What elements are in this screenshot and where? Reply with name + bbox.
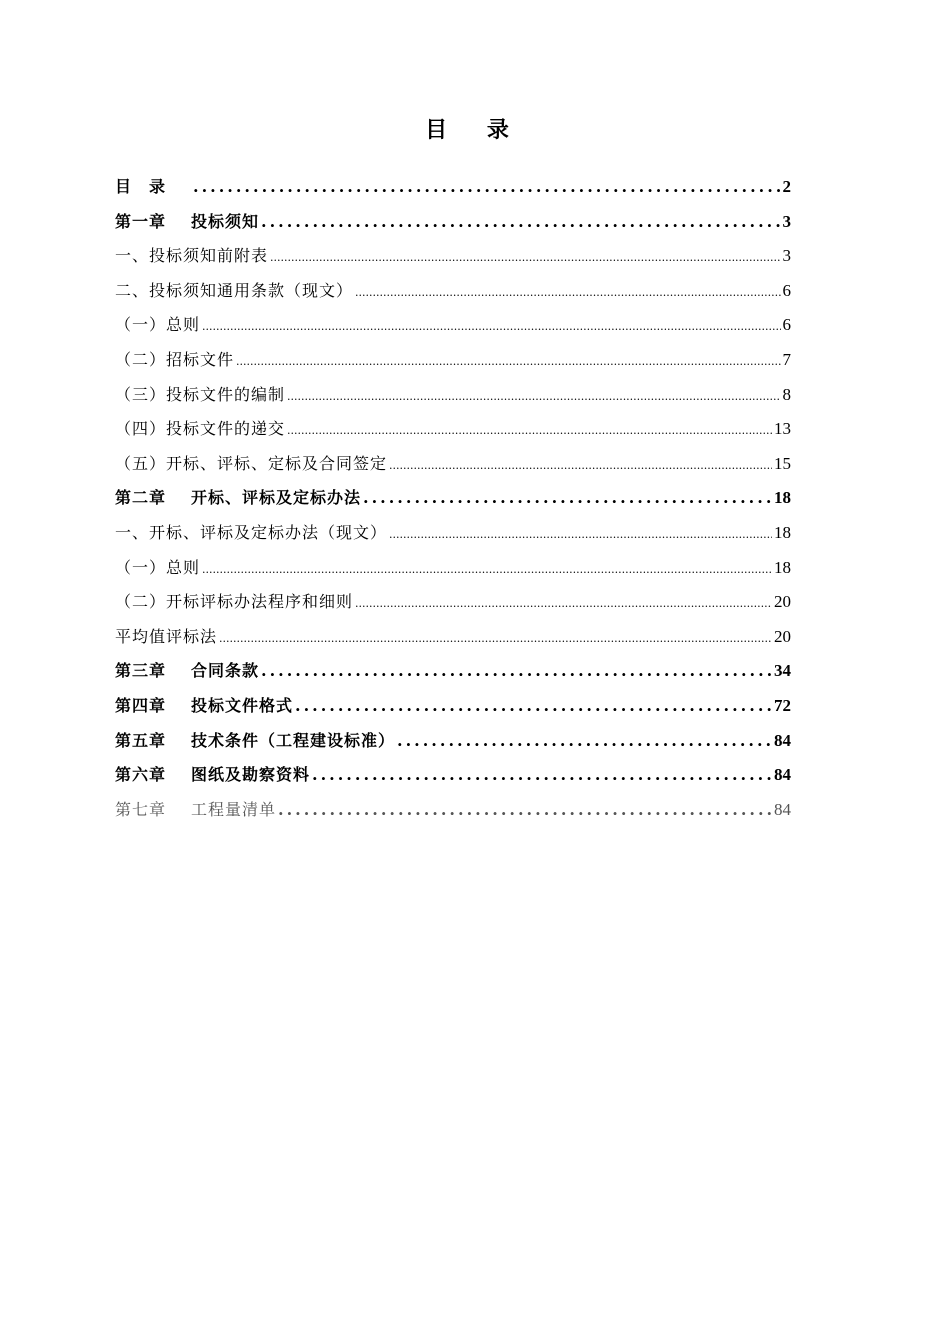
toc-entry-title — [115, 691, 293, 721]
toc-page-number: 13 — [774, 419, 791, 439]
toc-page-number: 18 — [774, 557, 791, 577]
toc-entry[interactable] — [115, 276, 791, 311]
toc-entry-label: 一、开标、评标及定标办法（现文） — [115, 522, 388, 542]
toc-dot-leader — [236, 347, 780, 377]
page-title: 目 录 — [425, 117, 525, 143]
toc-entry[interactable] — [115, 345, 791, 380]
toc-page-number: 20 — [774, 626, 791, 646]
toc-entry-label: 工程量清单 — [191, 799, 277, 819]
toc-entry[interactable] — [115, 380, 791, 415]
toc-chapter-number: 第二章 — [115, 488, 167, 508]
toc-entry[interactable] — [115, 483, 791, 518]
toc-page-number: 15 — [774, 453, 791, 473]
toc-page-number: 7 — [782, 349, 791, 369]
toc-entry-label: （四）投标文件的递交 — [115, 419, 286, 439]
toc-entry[interactable] — [115, 241, 791, 276]
toc-dot-leader — [363, 483, 772, 513]
toc-chapter-number: 目 录 — [115, 177, 167, 196]
toc-dot-leader — [389, 451, 772, 481]
toc-dot-leader — [287, 382, 780, 412]
toc-entry-label: （五）开标、评标、定标及合同签定 — [115, 453, 388, 473]
toc-entry[interactable] — [115, 691, 791, 726]
toc-entry-label: 开标、评标及定标办法 — [191, 488, 362, 508]
toc-entry[interactable] — [115, 760, 791, 795]
toc-page-number: 6 — [782, 315, 791, 335]
toc-dot-leader — [270, 243, 780, 273]
toc-dot-leader — [193, 172, 781, 202]
toc-entry-title — [115, 656, 259, 686]
toc-entry-title — [115, 760, 310, 790]
toc-dot-leader — [261, 656, 772, 686]
toc-dot-leader — [295, 691, 772, 721]
toc-entry-title — [115, 345, 234, 375]
toc-entry-label: 技术条件（工程建设标准） — [191, 730, 396, 750]
toc-dot-leader — [278, 795, 772, 825]
toc-dot-leader — [397, 726, 772, 756]
toc-entry[interactable] — [115, 207, 791, 242]
toc-dot-leader — [312, 760, 772, 790]
toc-dot-leader — [202, 312, 780, 342]
toc-page-number: 3 — [782, 246, 791, 266]
toc-entry-label: （二）开标评标办法程序和细则 — [115, 592, 354, 612]
toc-entry-title — [115, 622, 217, 652]
toc-dot-leader — [202, 555, 772, 585]
toc-page-number: 6 — [782, 280, 791, 300]
toc-entry-title — [115, 449, 387, 479]
toc-entry[interactable] — [115, 587, 791, 622]
toc-entry[interactable] — [115, 414, 791, 449]
toc-entry[interactable] — [115, 795, 791, 830]
toc-entry[interactable] — [115, 310, 791, 345]
toc-entry[interactable] — [115, 172, 791, 207]
toc-entry-title — [115, 207, 259, 237]
toc-page-number: 72 — [774, 695, 791, 715]
toc-entry-title — [115, 276, 353, 306]
toc-dot-leader — [355, 589, 772, 619]
toc-page-number: 84 — [774, 765, 791, 785]
toc-entry-label: 平均值评标法 — [115, 626, 218, 646]
toc-page-number: 18 — [774, 488, 791, 508]
toc-page-number: 84 — [774, 730, 791, 750]
toc-chapter-number: 第三章 — [115, 661, 167, 681]
table-of-contents — [115, 172, 791, 829]
toc-entry-title — [115, 587, 353, 617]
toc-entry[interactable] — [115, 553, 791, 588]
toc-dot-leader — [261, 207, 780, 237]
toc-entry-label: 投标文件格式 — [191, 695, 294, 715]
toc-page-number: 3 — [782, 211, 791, 231]
toc-entry-label: （三）投标文件的编制 — [115, 384, 286, 404]
toc-chapter-number: 第七章 — [115, 799, 167, 819]
toc-chapter-number: 第四章 — [115, 695, 167, 715]
toc-page-number: 2 — [782, 177, 791, 196]
toc-entry[interactable] — [115, 656, 791, 691]
toc-chapter-number: 第六章 — [115, 765, 167, 785]
toc-page-number: 20 — [774, 592, 791, 612]
toc-page-number: 34 — [774, 661, 791, 681]
toc-entry-label: （一）总则 — [115, 315, 201, 335]
toc-entry-title — [115, 414, 285, 444]
toc-dot-leader — [355, 278, 780, 308]
toc-entry-label: 图纸及勘察资料 — [191, 765, 311, 785]
toc-entry-title — [115, 172, 191, 202]
toc-chapter-number: 第五章 — [115, 730, 167, 750]
toc-entry-title — [115, 380, 285, 410]
toc-entry[interactable] — [115, 622, 791, 657]
toc-entry-title — [115, 795, 276, 825]
toc-entry-title — [115, 241, 268, 271]
toc-dot-leader — [219, 624, 772, 654]
toc-entry-label: （二）招标文件 — [115, 349, 235, 369]
toc-entry-label: 二、投标须知通用条款（现文） — [115, 280, 354, 300]
toc-entry-label: 合同条款 — [191, 661, 260, 681]
toc-entry-title — [115, 518, 387, 548]
toc-entry-label: 投标须知 — [191, 211, 260, 231]
toc-page-number: 8 — [782, 384, 791, 404]
toc-entry-label: 一、投标须知前附表 — [115, 246, 269, 266]
toc-entry[interactable] — [115, 449, 791, 484]
toc-entry[interactable] — [115, 518, 791, 553]
toc-chapter-number: 第一章 — [115, 211, 167, 231]
toc-page-number: 84 — [774, 799, 791, 819]
toc-page-number: 18 — [774, 522, 791, 542]
toc-dot-leader — [389, 520, 772, 550]
toc-entry[interactable] — [115, 726, 791, 761]
toc-dot-leader — [287, 416, 772, 446]
toc-entry-title — [115, 726, 395, 756]
toc-entry-title — [115, 310, 200, 340]
toc-entry-label: （一）总则 — [115, 557, 201, 577]
toc-entry-title — [115, 483, 361, 513]
toc-entry-title — [115, 553, 200, 583]
